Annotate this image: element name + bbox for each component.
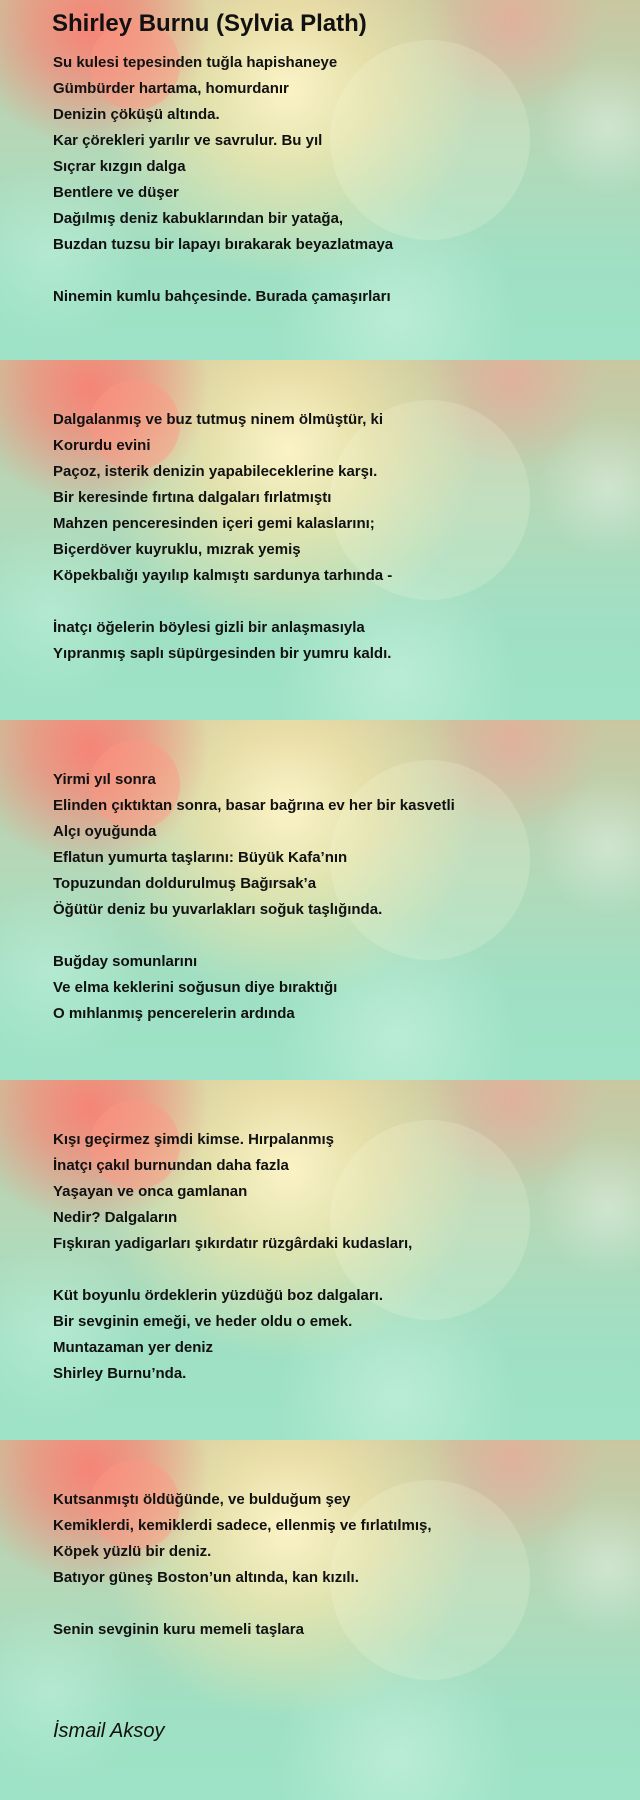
poem-line: Shirley Burnu’nda. <box>53 1365 187 1382</box>
stanza-lines <box>53 767 455 1027</box>
poem-line: Gümbürder hartama, homurdanır <box>53 80 289 97</box>
poem-line: Yıpranmış saplı süpürgesinden bir yumru kaldı. <box>53 645 392 662</box>
poem-line: İnatçı öğelerin böylesi gizli bir anlaşmasıyla <box>53 619 365 636</box>
poem-line: Köpekbalığı yayılıp kalmıştı sardunya tarhında - <box>53 567 393 584</box>
poem-line: Batıyor güneş Boston’un altında, kan kızılı. <box>53 1569 359 1586</box>
poem-line: Kutsanmıştı öldüğünde, ve bulduğum şey <box>53 1491 351 1508</box>
poem-panel-1 <box>0 0 640 360</box>
poem-panel-4 <box>0 1080 640 1440</box>
poem-line: Paçoz, isterik denizin yapabileceklerine karşı. <box>53 463 378 480</box>
poem-line: Dalgalanmış ve buz tutmuş ninem ölmüştür, ki <box>53 411 384 428</box>
stanza-lines <box>53 1487 432 1643</box>
poem-line: Su kulesi tepesinden tuğla hapishaneye <box>53 54 338 71</box>
stanza-break <box>53 923 455 949</box>
poem-line: Bir sevginin emeği, ve heder oldu o emek. <box>53 1313 353 1330</box>
stanza-lines <box>53 407 392 667</box>
poem-panel-3 <box>0 720 640 1080</box>
poem-line: Biçerdöver kuyruklu, mızrak yemiş <box>53 541 301 558</box>
poem-panel-5 <box>0 1440 640 1800</box>
author-signature: İsmail Aksoy <box>53 1720 165 1742</box>
poem-line: Bentlere ve düşer <box>53 184 179 201</box>
poem-line: Elinden çıktıktan sonra, basar bağrına ev her bir kasvetli <box>53 797 455 814</box>
poem-line: İnatçı çakıl burnundan daha fazla <box>53 1157 289 1174</box>
poem-line: Mahzen penceresinden içeri gemi kalaslarını; <box>53 515 375 532</box>
poem-line: Bir keresinde fırtına dalgaları fırlatmıştı <box>53 489 332 506</box>
poem-line: Dağılmış deniz kabuklarından bir yatağa, <box>53 210 344 227</box>
poem-line: Denizin çöküşü altında. <box>53 106 220 123</box>
poem-line: Sıçrar kızgın dalga <box>53 158 186 175</box>
stanza-break <box>53 1257 412 1283</box>
poem-line: Korurdu evini <box>53 437 151 454</box>
stanza-lines <box>53 50 393 310</box>
poem-line: Kar çörekleri yarılır ve savrulur. Bu yıl <box>53 132 323 149</box>
poem-line: Kışı geçirmez şimdi kimse. Hırpalanmış <box>53 1131 334 1148</box>
poem-line: Köpek yüzlü bir deniz. <box>53 1543 212 1560</box>
stanza-break <box>53 258 393 284</box>
poem-line: Ve elma keklerini soğusun diye bıraktığı <box>53 979 338 996</box>
poem-line: Öğütür deniz bu yuvarlakları soğuk taşlığında. <box>53 901 383 918</box>
poem-line: Küt boyunlu ördeklerin yüzdüğü boz dalgaları. <box>53 1287 384 1304</box>
poem-panel-2 <box>0 360 640 720</box>
poem-line: Topuzundan doldurulmuş Bağırsak’a <box>53 875 317 892</box>
poem-line: Yaşayan ve onca gamlanan <box>53 1183 248 1200</box>
poem-line: Nedir? Dalgaların <box>53 1209 178 1226</box>
poem-line: Yirmi yıl sonra <box>53 771 156 788</box>
poem-line: Alçı oyuğunda <box>53 823 157 840</box>
poem-line: Buzdan tuzsu bir lapayı bırakarak beyazlatmaya <box>53 236 394 253</box>
poem-line: Ninemin kumlu bahçesinde. Burada çamaşırları <box>53 288 391 305</box>
poem-line: Muntazaman yer deniz <box>53 1339 214 1356</box>
poem-title: Shirley Burnu (Sylvia Plath) <box>52 10 367 37</box>
poem-line: Fışkıran yadigarları şıkırdatır rüzgârdaki kudasları, <box>53 1235 413 1252</box>
poem-line: Buğday somunlarını <box>53 953 198 970</box>
stanza-break <box>53 589 392 615</box>
poem-line: Eflatun yumurta taşlarını: Büyük Kafa’nın <box>53 849 348 866</box>
stanza-break <box>53 1591 432 1617</box>
poem-line: Senin sevginin kuru memeli taşlara <box>53 1621 304 1638</box>
poem-line: O mıhlanmış pencerelerin ardında <box>53 1005 295 1022</box>
poem-line: Kemiklerdi, kemiklerdi sadece, ellenmiş ve fırlatılmış, <box>53 1517 432 1534</box>
stanza-lines <box>53 1127 412 1387</box>
